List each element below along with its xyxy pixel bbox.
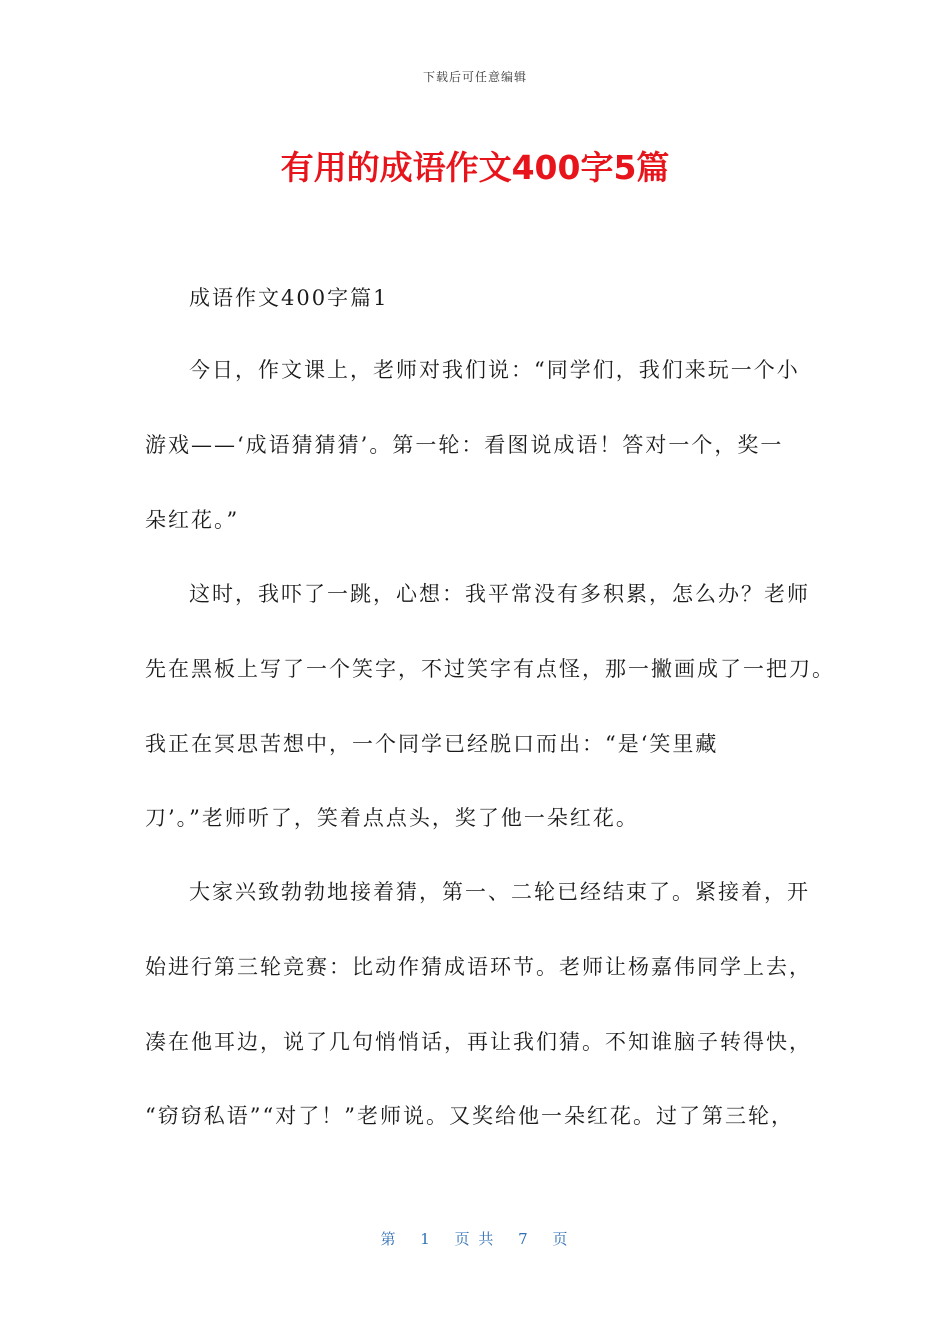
paragraph-line: 这时，我吓了一跳，心想：我平常没有多积累，怎么办？老师 xyxy=(189,582,810,606)
page-label-mid: 页 共 xyxy=(454,1230,496,1248)
paragraph-line: 刀’。”老师听了，笑着点点头，奖了他一朵红花。 xyxy=(145,806,639,830)
header-note: 下载后可任意编辑 xyxy=(422,70,527,84)
paragraph-line: “窃窃私语”“对了！”老师说。又奖给他一朵红花。过了第三轮， xyxy=(145,1104,794,1128)
paragraph-line: 始进行第三轮竞赛：比动作猜成语环节。老师让杨嘉伟同学上去， xyxy=(145,955,812,979)
paragraph-line: 朵红花。” xyxy=(145,508,240,532)
page-footer xyxy=(0,1228,950,1249)
document-title: 有用的成语作文400字5篇 xyxy=(280,148,670,187)
paragraph-line: 今日，作文课上，老师对我们说：“同学们，我们来玩一个小 xyxy=(189,358,800,382)
page-label-start: 第 xyxy=(380,1230,398,1248)
paragraph-line: 大家兴致勃勃地接着猜，第一、二轮已经结束了。紧接着，开 xyxy=(189,880,810,904)
paragraph-line: 我正在冥思苦想中，一个同学已经脱口而出：“是‘笑里藏 xyxy=(145,732,719,756)
current-page-number: 1 xyxy=(420,1230,432,1248)
paragraph-line: 游戏——‘成语猜猜猜’。第一轮：看图说成语！答对一个，奖一 xyxy=(145,433,784,457)
paragraph-line: 先在黑板上写了一个笑字，不过笑字有点怪，那一撇画成了一把刀。 xyxy=(145,657,835,681)
page-label-end: 页 xyxy=(552,1230,570,1248)
section-heading: 成语作文400字篇1 xyxy=(189,286,389,310)
paragraph-line: 凑在他耳边，说了几句悄悄话，再让我们猜。不知谁脑子转得快， xyxy=(145,1030,812,1054)
total-pages-number: 7 xyxy=(518,1230,530,1248)
